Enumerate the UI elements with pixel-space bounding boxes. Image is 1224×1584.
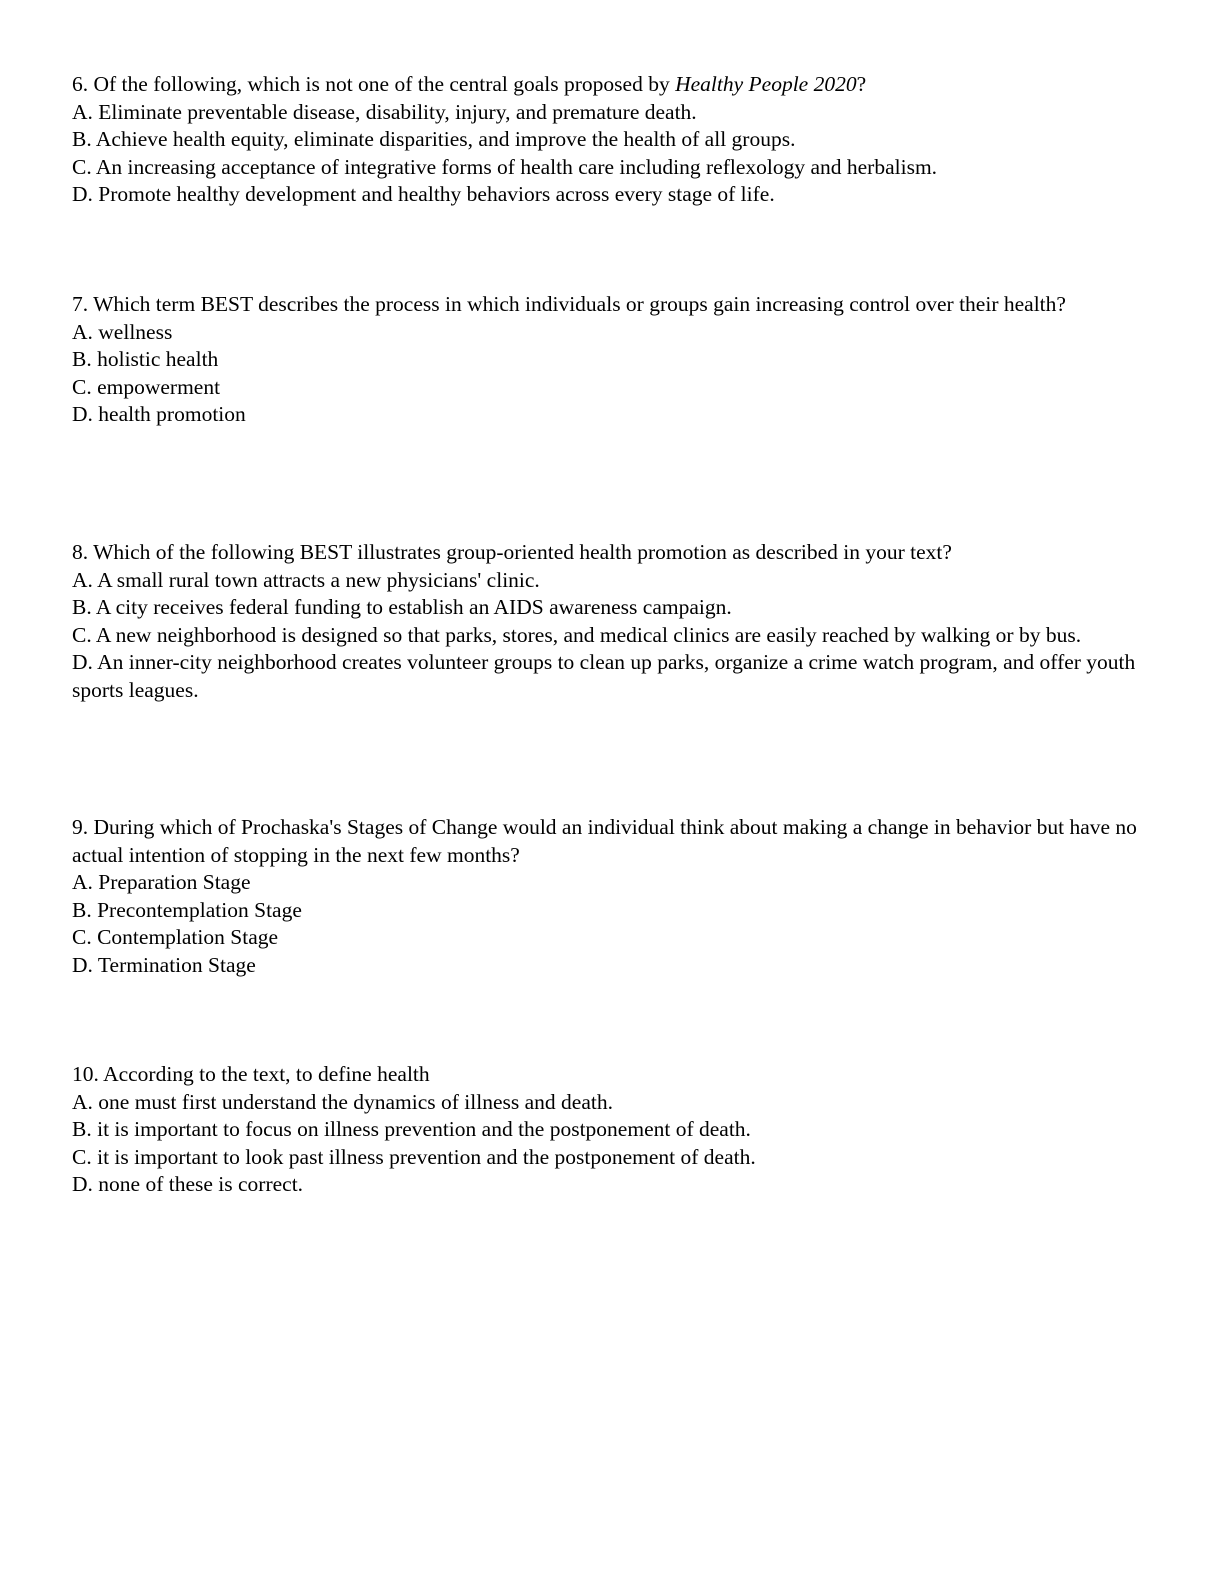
answer-option-a: A. one must first understand the dynamics of illness and death. bbox=[72, 1089, 613, 1114]
stem-prefix: 6. Of the following, which is not one of the central goals proposed by bbox=[72, 72, 676, 96]
answer-option-c: C. empowerment bbox=[72, 374, 221, 399]
answer-option-c: C. it is important to look past illness prevention and the postponement of death. bbox=[72, 1144, 756, 1169]
answer-option-b: B. holistic health bbox=[72, 347, 219, 371]
question-10 bbox=[72, 1061, 1152, 1199]
question-6 bbox=[72, 71, 1152, 209]
answer-option-d: D. An inner-city neighborhood creates volunteer groups to clean up parks, organize a crime watch program, and offer youth sports leagues. bbox=[72, 650, 1136, 702]
answer-option-c: C. Contemplation Stage bbox=[72, 925, 279, 949]
answer-option-a: A. Eliminate preventable disease, disability, injury, and premature death. bbox=[72, 99, 697, 124]
question-stem: 7. Which term BEST describes the process in which individuals or groups gain increasing control over their health? bbox=[72, 292, 1066, 316]
question-7 bbox=[72, 291, 1152, 429]
question-stem: 8. Which of the following BEST illustrates group-oriented health promotion as described in your text? bbox=[72, 540, 952, 564]
answer-option-b: B. Achieve health equity, eliminate disparities, and improve the health of all groups. bbox=[72, 127, 796, 151]
answer-option-c: C. A new neighborhood is designed so that parks, stores, and medical clinics are easily reached by walking or by bus. bbox=[72, 622, 1082, 647]
answer-option-a: A. Preparation Stage bbox=[72, 870, 251, 894]
answer-option-a: A. A small rural town attracts a new physicians' clinic. bbox=[72, 567, 540, 592]
answer-option-b: B. Precontemplation Stage bbox=[72, 897, 302, 922]
question-stem bbox=[72, 71, 1152, 99]
answer-option-d: D. Termination Stage bbox=[72, 952, 256, 977]
question-8 bbox=[72, 539, 1152, 704]
answer-option-c: C. An increasing acceptance of integrative forms of health care including reflexology and herbalism. bbox=[72, 154, 938, 179]
answer-option-d: D. Promote healthy development and healthy behaviors across every stage of life. bbox=[72, 182, 775, 206]
question-stem: 9. During which of Prochaska's Stages of Change would an individual think about making a change in behavior but have no actual intention of stopping in the next few months? bbox=[72, 815, 1137, 867]
answer-option-b: B. it is important to focus on illness prevention and the postponement of death. bbox=[72, 1117, 751, 1141]
answer-option-d: D. none of these is correct. bbox=[72, 1172, 304, 1196]
stem-suffix: ? bbox=[856, 72, 867, 96]
answer-option-b: B. A city receives federal funding to establish an AIDS awareness campaign. bbox=[72, 595, 732, 619]
stem-italic-title: Healthy People 2020 bbox=[675, 72, 857, 96]
question-9 bbox=[72, 814, 1152, 979]
question-stem: 10. According to the text, to define health bbox=[72, 1062, 430, 1086]
answer-option-d: D. health promotion bbox=[72, 402, 246, 426]
answer-option-a: A. wellness bbox=[72, 319, 173, 344]
